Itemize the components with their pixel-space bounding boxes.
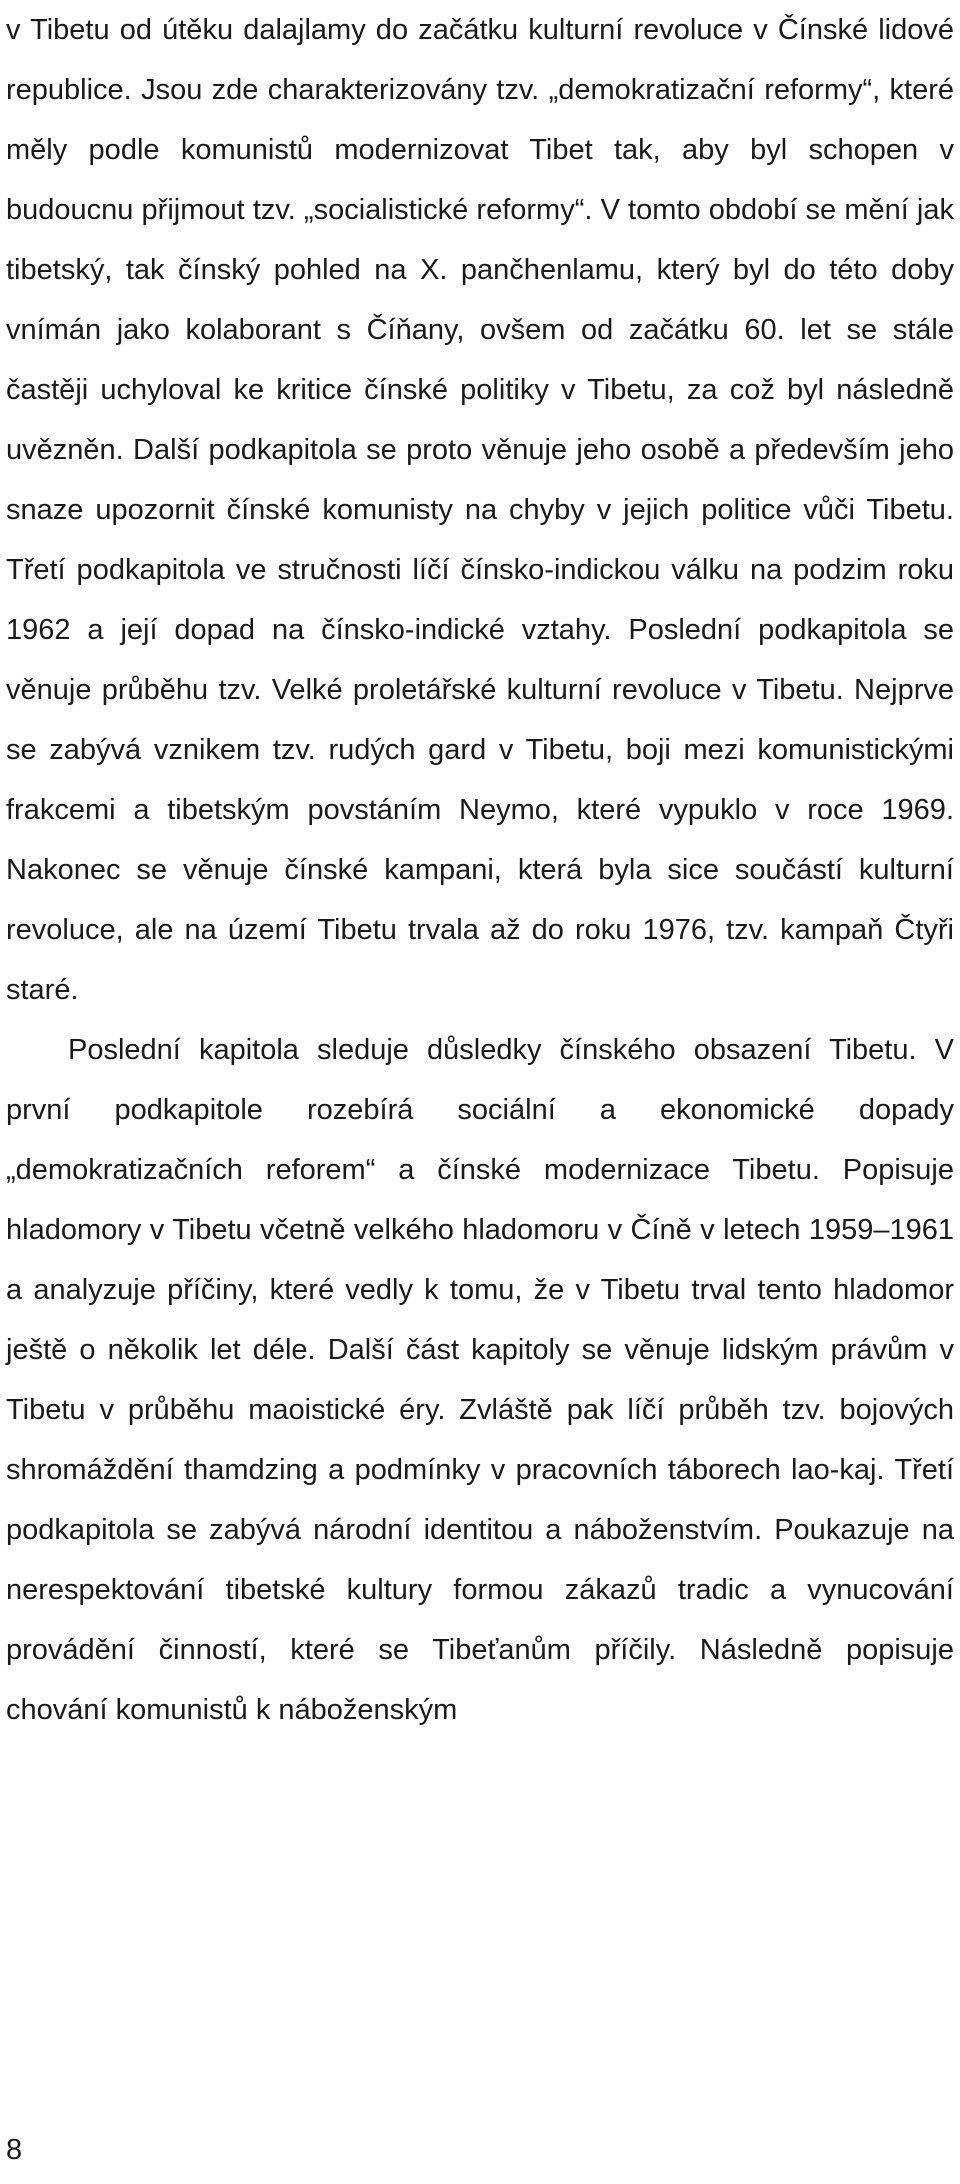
page-number: 8 (6, 2134, 23, 2166)
paragraph: Poslední kapitola sleduje důsledky čínského obsazení Tibetu. V první podkapitole rozebírá sociální a ekonomické dopady „demokratizačních reforem“ a čínské modernizace Tibetu. Popisuje hladomory v Tibetu včetně velkého hladomoru v Číně v letech 1959–1961 a analyzuje příčiny, které vedly k tomu, že v Tibetu trval tento hladomor ještě o několik let déle. Další část kapitoly se věnuje lidským právům v Tibetu v průběhu maoistické éry. Zvláště pak líčí průběh tzv. bojových shromáždění thamdzing a podmínky v pracovních táborech lao-kaj. Třetí podkapitola se zabývá národní identitou a náboženstvím. Poukazuje na nerespektování tibetské kultury formou zákazů tradic a vynucování provádění činností, které se Tibeťanům příčily. Následně popisuje chování komunistů k náboženským (6, 1034, 954, 1726)
paragraph: v Tibetu od útěku dalajlamy do začátku kulturní revoluce v Čínské lidové republice. Jsou zde charakterizovány tzv. „demokratizační reformy“, které měly podle komunistů modernizovat Tibet tak, aby byl schopen v budoucnu přijmout tzv. „socialistické reformy“. V tomto období se mění jak tibetský, tak čínský pohled na X. pančhenlamu, který byl do této doby vnímán jako kolaborant s Číňany, ovšem od začátku 60. let se stále častěji uchyloval ke kritice čínské politiky v Tibetu, za což byl následně uvězněn. Další podkapitola se proto věnuje jeho osobě a především jeho snaze upozornit čínské komunisty na chyby v jejich politice vůči Tibetu. Třetí podkapitola ve stručnosti líčí čínsko-indickou válku na podzim roku 1962 a její dopad na čínsko-indické vztahy. Poslední podkapitola se věnuje průběhu tzv. Velké proletářské kulturní revoluce v Tibetu. Nejprve se zabývá vznikem tzv. rudých gard v Tibetu, boji mezi komunistickými frakcemi a tibetským povstáním Neymo, které vypuklo v roce 1969. Nakonec se věnuje čínské kampani, která byla sice součástí kulturní revoluce, ale na území Tibetu trvala až do roku 1976, tzv. kampaň Čtyři staré. (6, 14, 954, 1006)
body-text (6, 0, 954, 1740)
